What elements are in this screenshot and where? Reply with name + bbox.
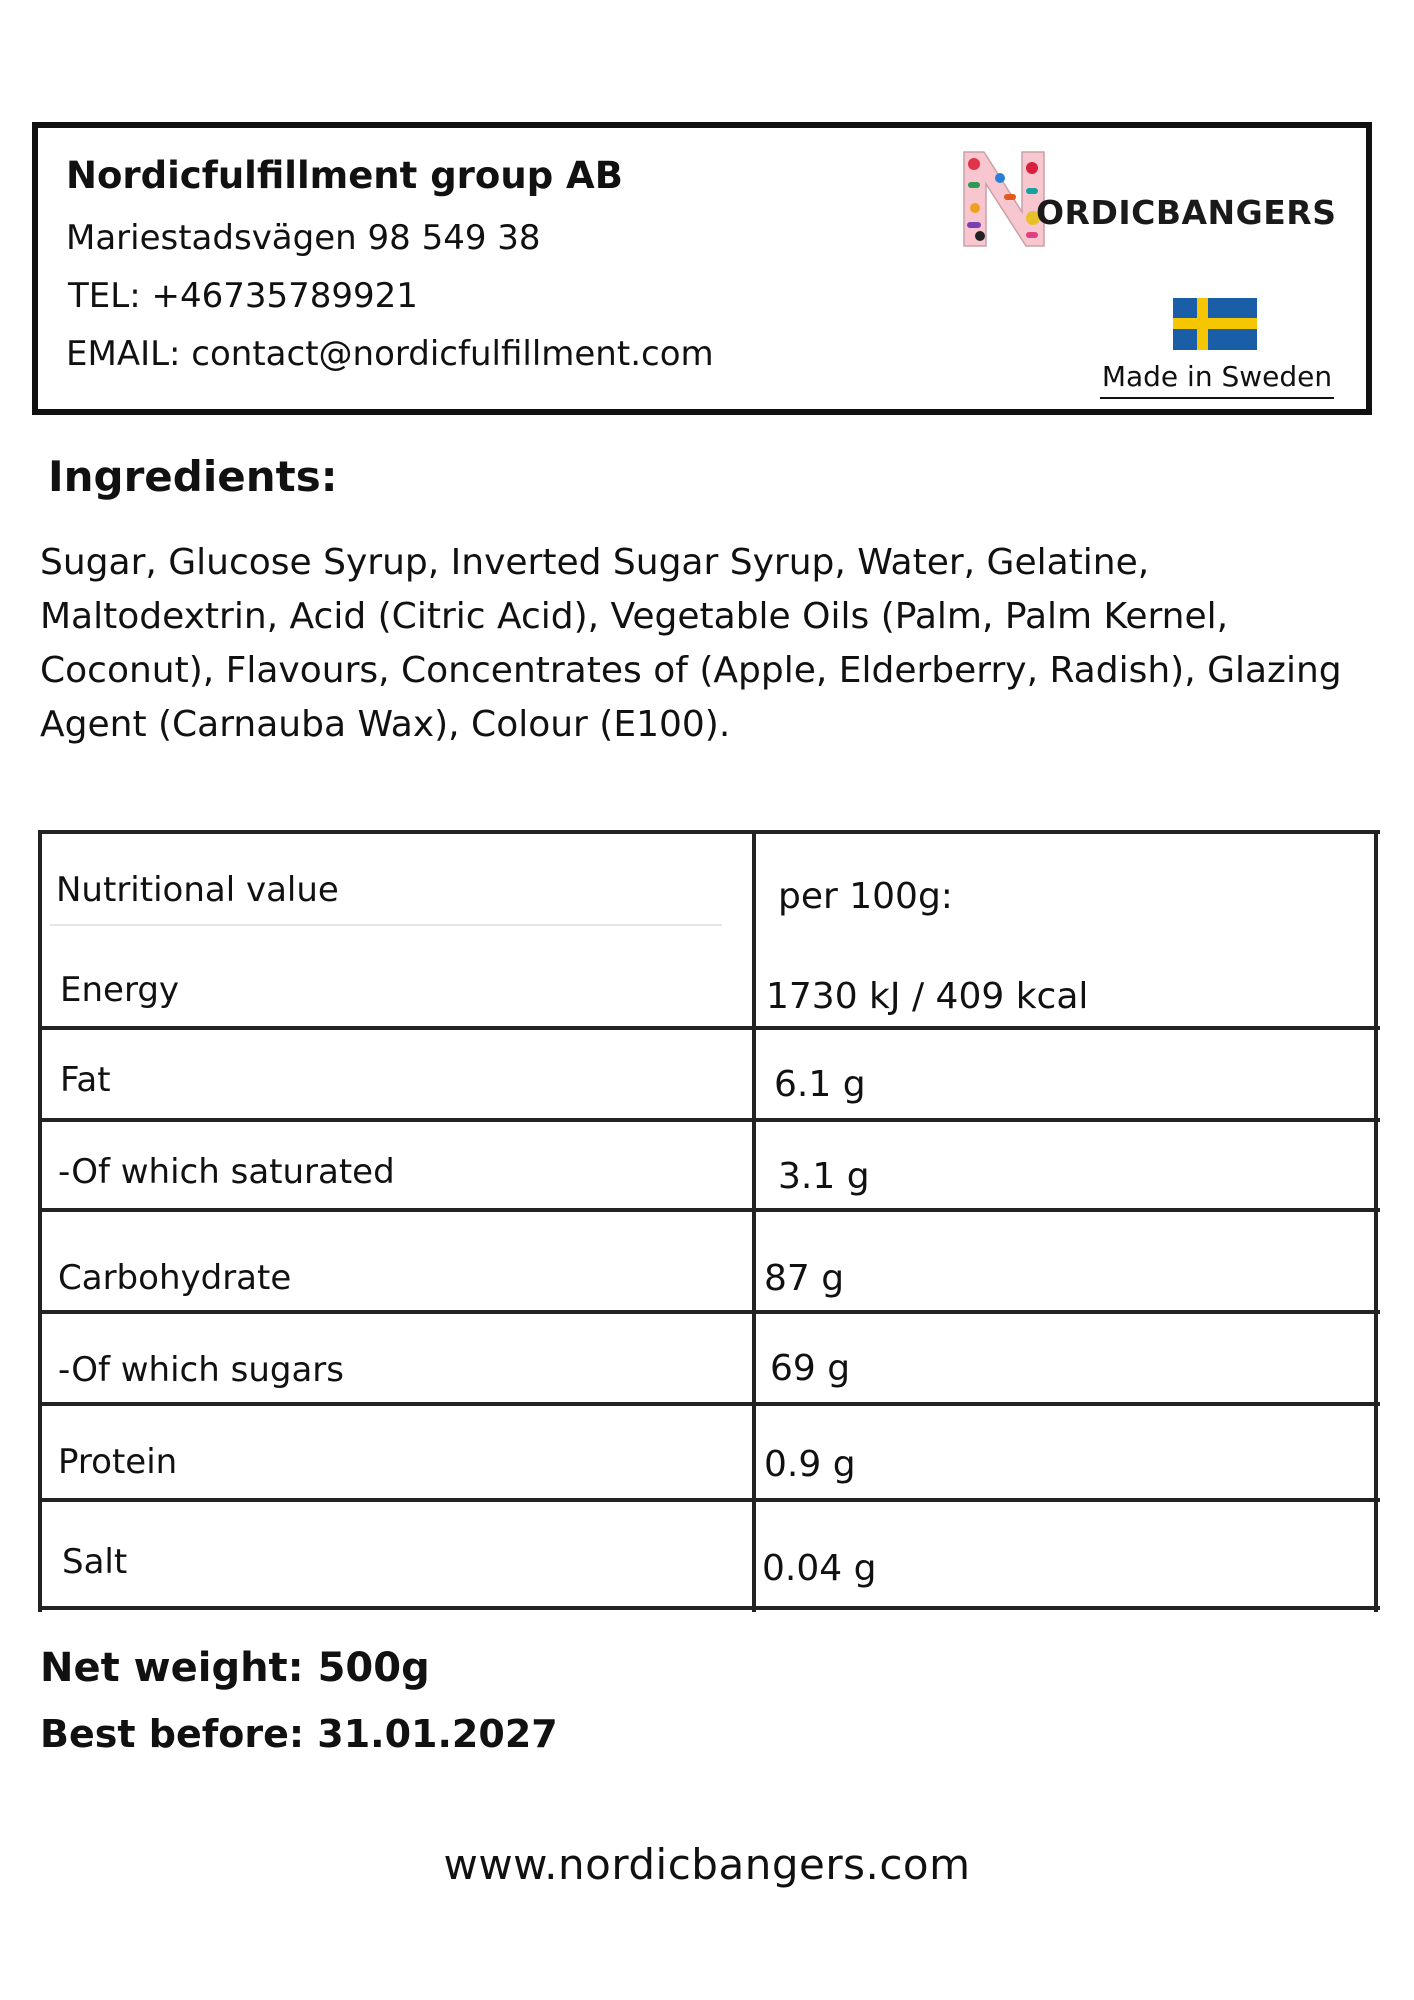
table-border-top (38, 830, 1380, 834)
company-phone: TEL: +46735789921 (68, 276, 418, 316)
table-divider-column (752, 830, 756, 1612)
company-name: Nordicfulfillment group AB (66, 154, 623, 197)
logo-wordmark: ORDICBANGERS (1036, 193, 1337, 232)
nutrient-value-salt: 0.04 g (762, 1548, 877, 1589)
net-weight: Net weight: 500g (40, 1645, 430, 1691)
nutrient-value-saturated: 3.1 g (778, 1156, 870, 1197)
header-underline (50, 924, 722, 926)
nutrient-value-fat: 6.1 g (774, 1064, 866, 1105)
nutrient-label-sugars: -Of which sugars (58, 1350, 344, 1390)
best-before: Best before: 31.01.2027 (40, 1712, 558, 1756)
swedish-flag-icon (1173, 298, 1257, 350)
company-email: EMAIL: contact@nordicfulfillment.com (66, 334, 714, 374)
nutrient-label-protein: Protein (58, 1442, 178, 1482)
nutrient-label-saturated: -Of which saturated (58, 1152, 395, 1192)
nutrition-header-value: per 100g: (778, 876, 953, 917)
nutrient-label-energy: Energy (60, 970, 180, 1010)
table-row-separator (38, 1118, 1380, 1122)
nutrient-label-salt: Salt (62, 1542, 128, 1582)
table-row-separator (38, 1402, 1380, 1406)
table-border-left (38, 830, 42, 1612)
nutrient-value-protein: 0.9 g (764, 1444, 856, 1485)
nutrient-value-carbohydrate: 87 g (764, 1258, 845, 1299)
table-border-right (1374, 830, 1378, 1612)
table-row-separator (38, 1026, 1380, 1030)
nordicbangers-logo (960, 148, 1336, 248)
nutrient-label-carbohydrate: Carbohydrate (58, 1258, 292, 1298)
ingredients-text: Sugar, Glucose Syrup, Inverted Sugar Syrup, Water, Gelatine, Maltodextrin, Acid (Citric Acid), Vegetable Oils (Palm, Palm Kernel, Coconut), Flavours, Concentrates of (Apple, Elderberry, Radish), Glazing Agent (Carnauba Wax), Colour (E100). (40, 542, 1342, 745)
nutrient-label-fat: Fat (60, 1060, 111, 1100)
company-header-box (32, 122, 1372, 415)
nutrient-value-energy: 1730 kJ / 409 kcal (766, 976, 1089, 1017)
table-row-separator (38, 1498, 1380, 1502)
nutrient-value-sugars: 69 g (770, 1348, 851, 1389)
made-in-label: Made in Sweden (1100, 360, 1334, 399)
website-url: www.nordicbangers.com (443, 1840, 971, 1889)
nutrition-table (38, 830, 1380, 1612)
table-border-bottom (38, 1606, 1380, 1610)
company-address: Mariestadsvägen 98 549 38 (66, 218, 541, 258)
ingredients-heading: Ingredients: (48, 452, 338, 501)
table-row-separator (38, 1310, 1380, 1314)
table-row-separator (38, 1208, 1380, 1212)
nutrition-header-label: Nutritional value (56, 870, 339, 910)
